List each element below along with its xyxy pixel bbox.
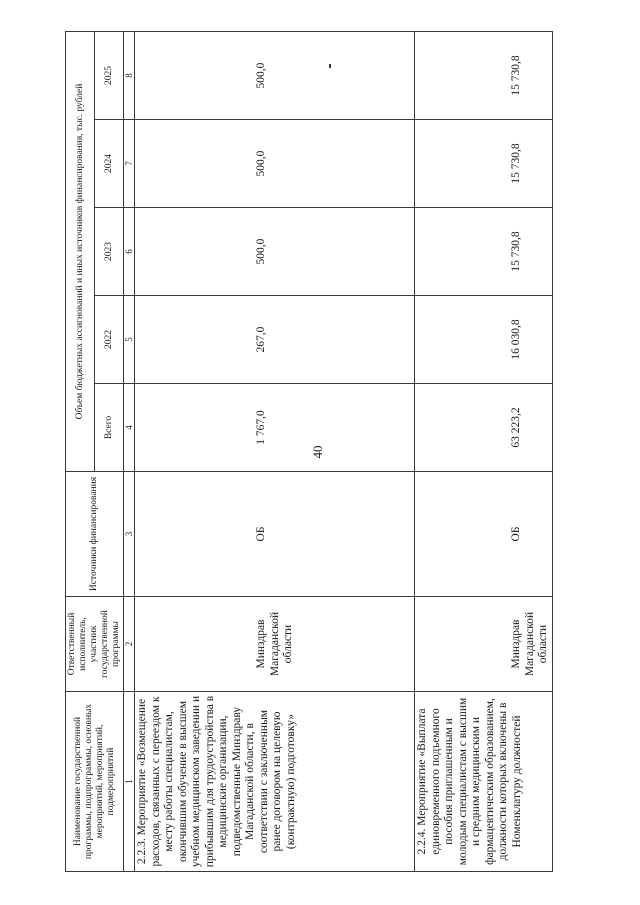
table-row <box>135 32 415 872</box>
col-number: 1 <box>124 692 135 872</box>
col-number: 2 <box>124 597 135 692</box>
rotated-page-content <box>65 32 575 872</box>
source-cell: ОБ <box>415 472 553 597</box>
header-name: Наименование государственной программы, подпрограммы, основных мероприятий, мероприятий, подмероприятий <box>66 692 124 872</box>
total-cell: 63 223,2 <box>415 384 553 472</box>
table-row <box>415 32 553 872</box>
col-number: 6 <box>124 208 135 296</box>
y2025-cell: 500,0 <box>135 32 415 120</box>
y2023-cell: 500,0 <box>135 208 415 296</box>
header-executor: Ответственный исполнитель, участник государственной программы <box>66 597 124 692</box>
y2022-cell: 267,0 <box>135 296 415 384</box>
header-sources: Источники финансирования <box>66 472 124 597</box>
executor-cell: Минздрав Магаданской области <box>415 597 553 692</box>
col-number: 5 <box>124 296 135 384</box>
page-number: 40 <box>310 445 325 459</box>
header-2023: 2023 <box>95 208 124 296</box>
activity-name: 2.2.4. Мероприятие «Выплата единовременного подъемного пособия приглашенным и молодым специалистам с высшим и средним медицинским и фармацевтическим образованием, должности которых включены в Номенклатуру должностей <box>415 692 553 872</box>
col-number: 7 <box>124 120 135 208</box>
y2025-cell: 15 730,8 <box>415 32 553 120</box>
column-number-row <box>124 32 135 872</box>
header-funding-group: Объем бюджетных ассигнований и иных источников финансирования, тыс. рублей <box>66 32 95 472</box>
col-number: 3 <box>124 472 135 597</box>
source-cell: ОБ <box>135 472 415 597</box>
y2024-cell: 500,0 <box>135 120 415 208</box>
col-number: 4 <box>124 384 135 472</box>
header-2024: 2024 <box>95 120 124 208</box>
header-2025: 2025 <box>95 32 124 120</box>
header-2022: 2022 <box>95 296 124 384</box>
y2024-cell: 15 730,8 <box>415 120 553 208</box>
funding-table <box>65 31 553 872</box>
y2023-cell: 15 730,8 <box>415 208 553 296</box>
col-number: 8 <box>124 32 135 120</box>
executor-cell: Минздрав Магаданской области <box>135 597 415 692</box>
y2022-cell: 16 030,8 <box>415 296 553 384</box>
activity-name: 2.2.3. Мероприятие «Возмещение расходов, связанных с переездом к месту работы специалистам, окончившим обучение в высшем учебном медицинском заведении и прибывшим для трудоустройства в медицинские организации, подведомственные Минздраву Магаданской области, в соответствии с заключенным ранее договором на целевую (контрактную) подготовку» <box>135 692 415 872</box>
header-total: Всего <box>95 384 124 472</box>
total-cell: 1 767,0 <box>135 384 415 472</box>
